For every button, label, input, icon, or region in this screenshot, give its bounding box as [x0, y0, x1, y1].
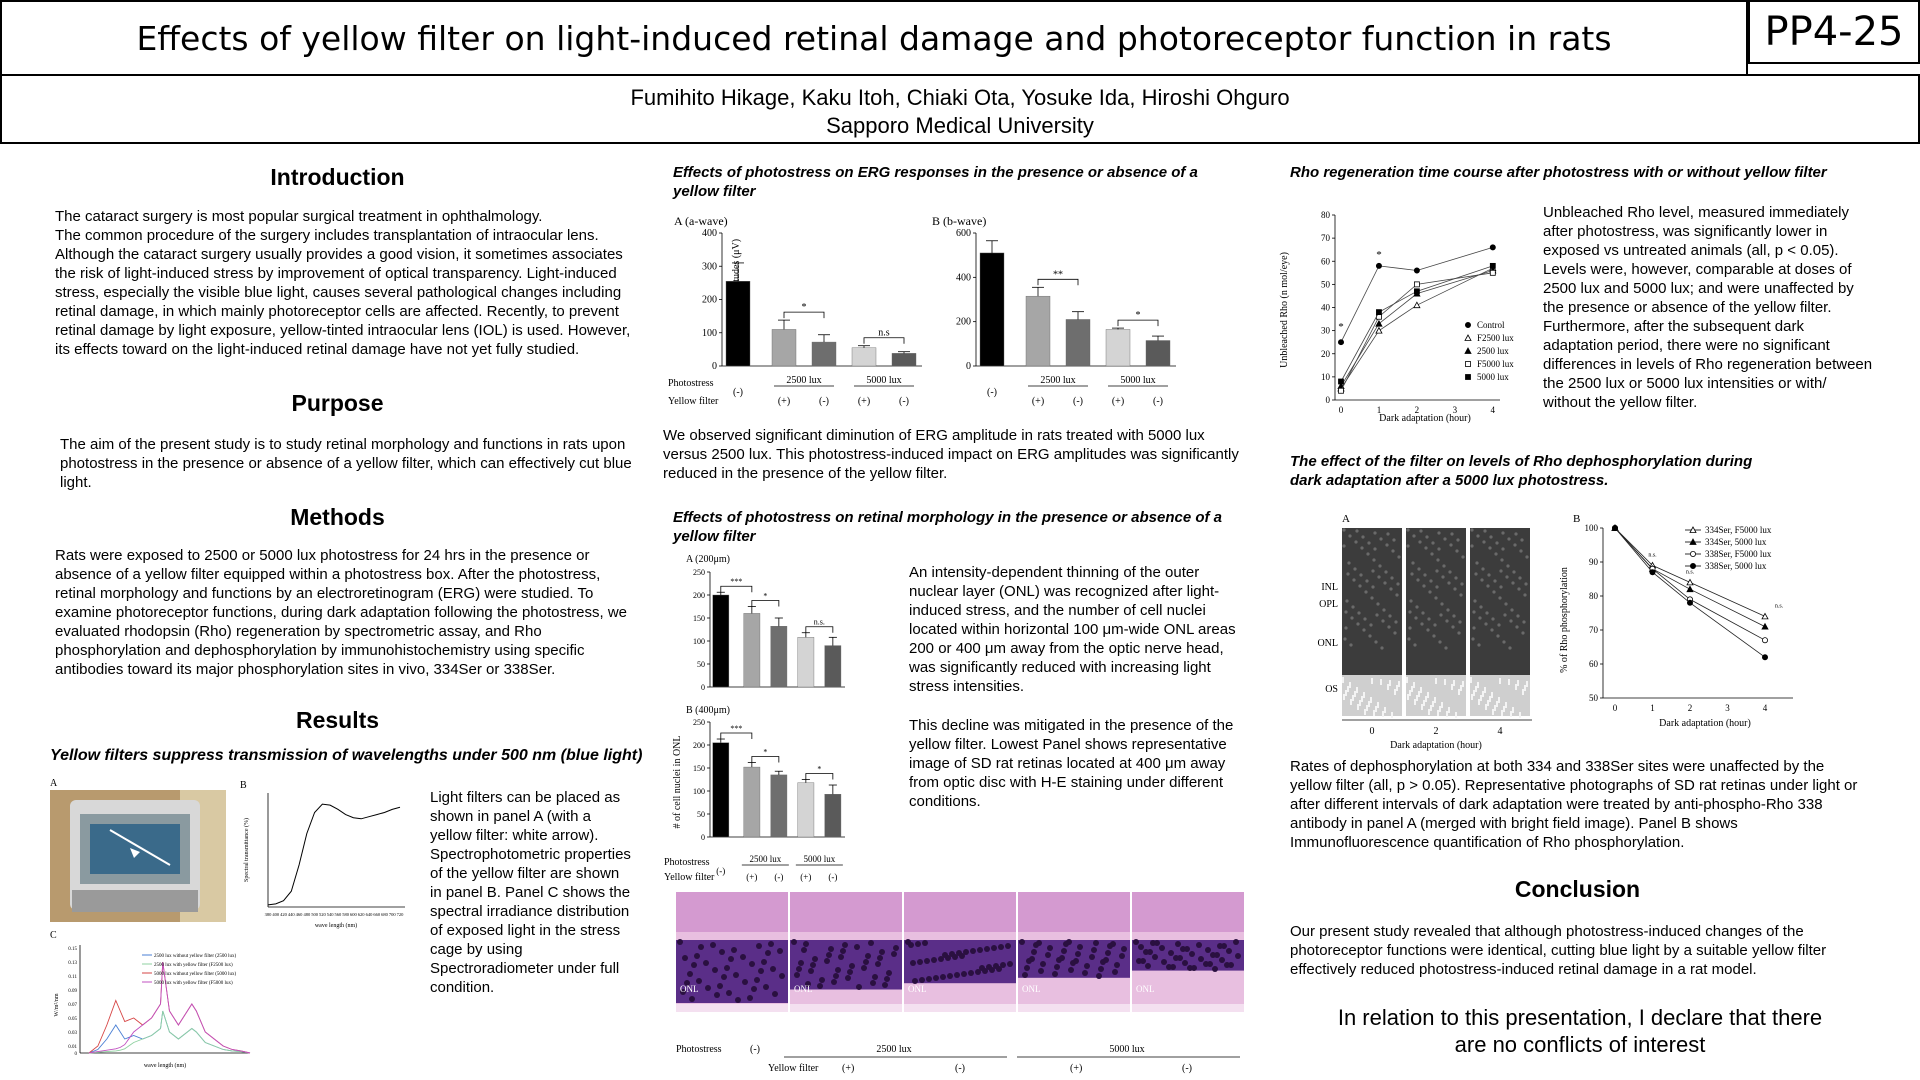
morph-a-bar	[771, 626, 787, 687]
erg-b-significance: **	[1053, 269, 1063, 281]
filter-plus-label: (+)	[1111, 396, 1125, 407]
transmittance-xtick: 420	[280, 912, 287, 917]
morph-b-significance: ***	[730, 724, 743, 734]
morph-b-bar	[771, 775, 787, 837]
filter-minus-label: (-)	[819, 396, 829, 407]
transmittance-xtick: 620	[357, 912, 365, 917]
rho-ytick: 20	[1321, 348, 1330, 359]
rho-data-point	[1376, 263, 1381, 268]
morphology-figure	[660, 550, 900, 885]
ihc-panel-a-label: A	[1342, 513, 1350, 525]
filter-plus-label: (+)	[857, 396, 871, 407]
rho-legend-entry: Control	[1477, 320, 1505, 330]
histology-panel	[676, 892, 788, 1012]
erg-a-significance: *	[801, 302, 807, 314]
erg-panel-a-title: A (a-wave)	[674, 214, 728, 228]
he-histology-images	[676, 892, 1244, 1012]
irradiance-ytick: 0	[74, 1052, 77, 1057]
rho-data-point	[1490, 270, 1495, 275]
erg-a-ytick: 300	[702, 261, 717, 273]
erg-a-ytick: 200	[702, 294, 717, 306]
rho-ytick: 0	[1325, 395, 1330, 405]
morph-a-significance: *	[763, 591, 768, 601]
methods-text: Rats were exposed to 2500 or 5000 lux photostress for 24 hrs in the presence or absence of a yellow filter equipped within a photostress box. After the photostress, retinal morphology and functions by an electroretinogram (ERG) were studied. To examine photoreceptor functions, during dark adaptation following the photostress, we evaluated rhodopsin (Rho) regeneration by spectrometric assay, and Rho phosphorylation and dephosphorylation by immunohistochemistry using specific antibodies toward its major phosphorylation sites in vivo, 334Ser or 338Ser.	[55, 547, 628, 678]
transmittance-xtick: 560	[334, 912, 342, 917]
onl-label: ONL	[680, 984, 699, 994]
dephos-ytick: 50	[1589, 693, 1598, 703]
introduction-text: The cataract surgery is most popular surgical treatment in ophthalmology. The common procedure of the surgery includes transplantation of intraocular lens. Although the cataract surgery usually provides a good vision, it sometimes associates the risk of light-induced stress by improvement of optical transparency. Light-induced stress, especially the visible blue light, causes several pathological changes including retinal damage, in which mainly photoreceptor cells are affected. Recently, to prevent retinal damage by light exposure, yellow-tinted intraocular lens (IOL) is used. However, its effects toward on the light-induced retinal damage have not yet fully studied.	[55, 208, 631, 358]
rho-series-line	[1341, 271, 1493, 387]
irradiance-legend-entry: 5000 lux with yellow filter (F5000 lux)	[154, 981, 233, 986]
ihc-layer-label: OPL	[1319, 599, 1338, 610]
rho-data-point	[1490, 263, 1495, 268]
rho-ylabel: Unbleached Rho (n mol/eye)	[1279, 252, 1290, 368]
filter-panel-c-label: C	[50, 930, 57, 941]
rho-ytick: 40	[1321, 302, 1330, 313]
rho-data-point	[1376, 328, 1382, 334]
dephos-ytick: 90	[1589, 557, 1598, 567]
morph-a-bar	[713, 595, 729, 687]
ihc-time-label: 4	[1497, 726, 1503, 737]
dephos-data-point	[1612, 525, 1617, 530]
rho-data-point	[1414, 268, 1419, 273]
morph-b-significance: *	[817, 764, 822, 774]
morph-filter-label: Yellow filter	[664, 872, 715, 883]
dephos-data-point	[1762, 613, 1768, 619]
morphology-text-1: An intensity-dependent thinning of the outer nuclear layer (ONL) was recognized after light-induced stress, and the number of cell nuclei located within horizontal 100 μm-wide ONL areas 200 or 400 μm away from the optic nerve head, was significantly reduced with increasing light stress intensities.	[909, 564, 1236, 695]
filter-panel-a-label: A	[50, 778, 58, 789]
purpose-text: The aim of the present study is to study retinal morphology and functions in rats upon photostress in the presence or absence of a yellow filter, which can effectively cut blue light.	[60, 436, 632, 491]
dephos-data-point	[1687, 586, 1693, 592]
rho-data-point	[1414, 302, 1420, 308]
rho-ytick: 10	[1321, 371, 1330, 382]
rho-ytick: 30	[1321, 325, 1330, 336]
irradiance-ytick: 0.01	[68, 1045, 77, 1050]
dephos-data-point	[1650, 570, 1655, 575]
erg-a-ytick: 400	[702, 228, 717, 239]
histo-f4: (-)	[1182, 1063, 1192, 1074]
irradiance-ytick: 0.09	[68, 989, 77, 994]
ihc-images	[1302, 510, 1534, 755]
morph-b-ytick: 50	[697, 810, 705, 819]
erg-b-significance: *	[1135, 310, 1141, 322]
morph-a-bar	[825, 646, 841, 687]
rho-legend-marker	[1466, 362, 1471, 367]
stress-box-photo	[50, 790, 226, 922]
conclusion-heading: Conclusion	[1514, 876, 1641, 902]
transmittance-xtick: 480	[303, 912, 311, 917]
morph-b-bar	[713, 743, 729, 837]
morph-a-ytick: 50	[697, 660, 705, 669]
dose-5000-label: 5000 lux	[1120, 375, 1156, 386]
dephos-data-point	[1762, 638, 1767, 643]
morph-b-ytick: 150	[693, 764, 705, 773]
dephos-chart	[1555, 510, 1855, 735]
authors: Fumihito Hikage, Kaku Itoh, Chiaki Ota, Yosuke Ida, Hiroshi Ohguro	[630, 85, 1290, 110]
morph-photostress-label: Photostress	[664, 857, 710, 868]
dose-2500-label: 2500 lux	[786, 375, 822, 386]
dephos-caption: The effect of the filter on levels of Rho dephosphorylation during dark adaptation after a 5000 lux photostress.	[1290, 453, 1753, 489]
filter-minus-label: (-)	[899, 396, 909, 407]
filter-text: Light filters can be placed as shown in panel A (with a yellow filter: white arrow). Spectrophotometric properties of the yellow filter are shown in panel B. Panel C shows the spectral irradiance distribution of exposed light in the stress cage by using Spectroradiometer under full condition.	[430, 789, 631, 996]
erg-a-bar	[812, 342, 836, 366]
rho-text: Unbleached Rho level, measured immediately after photostress, was significantly lower in exposed vs untreated animals (all, p < 0.05). Levels were, however, comparable at doses of 2500 lux and 5000 lux; and were unaffected by the presence or absence of the yellow filter. Furthermore, after the subsequent dark adaptation period, there were no significant differences in levels of Rho regeneration between the 2500 lux or 5000 lux intensities or with/ without the yellow filter.	[1543, 204, 1873, 411]
transmittance-xtick: 680	[381, 912, 388, 917]
affiliation: Sapporo Medical University	[826, 113, 1094, 138]
morph-b-ytick: 200	[693, 741, 705, 750]
erg-panel-b-title: B (b-wave)	[932, 214, 987, 228]
dephos-legend-marker	[1690, 563, 1695, 568]
dephos-ytick: 100	[1584, 523, 1598, 533]
rho-data-point	[1376, 310, 1381, 315]
transmittance-xtick: 720	[396, 912, 404, 917]
conflict-statement: In relation to this presentation, I declare that there are no conflicts of interest	[1337, 1005, 1823, 1057]
dephos-legend-entry: 338Ser, 5000 lux	[1705, 561, 1767, 571]
histo-photostress-label: Photostress	[676, 1044, 722, 1055]
rho-regeneration-chart	[1275, 200, 1545, 430]
erg-caption: Effects of photostress on ERG responses in the presence or absence of a yellow filter	[673, 164, 1198, 200]
transmittance-ylabel: Spectral transmittance (%)	[244, 818, 250, 882]
filter-minus-label: (-)	[1153, 396, 1163, 407]
onl-label: ONL	[908, 984, 927, 994]
rho-xtick: 1	[1376, 405, 1382, 415]
rho-data-point	[1339, 379, 1344, 384]
filter-minus-label: (-)	[828, 872, 838, 882]
dose-2500-label: 2500 lux	[749, 854, 782, 864]
erg-b-bar	[1146, 341, 1170, 366]
morph-a-significance: ***	[730, 577, 743, 587]
conclusion-text: Our present study revealed that although photostress-induced changes of the photoreceptor functions were identical, cutting blue light by a suitable yellow filter effectively reduced photostress-induced retinal damage in a rat model.	[1290, 923, 1827, 978]
filter-plus-label: (+)	[1031, 396, 1045, 407]
rho-legend-marker	[1465, 335, 1471, 341]
dephos-data-point	[1762, 655, 1767, 660]
erg-a-bar	[892, 353, 916, 366]
morphology-text-2: This decline was mitigated in the presence of the yellow filter. Lowest Panel shows representative image of SD rat retinas located at 400 μm away from optic disc with H-E staining under different conditions.	[909, 717, 1234, 810]
erg-b-bar	[980, 253, 1004, 366]
rho-caption: Rho regeneration time course after photostress with or without yellow filter	[1290, 164, 1827, 181]
morph-a-ytick: 100	[693, 637, 705, 646]
histo-2500-label: 2500 lux	[876, 1044, 912, 1055]
irradiance-legend-entry: 2500 lux without yellow filter (2500 lux)	[154, 954, 237, 959]
erg-b-ytick: 400	[956, 272, 971, 284]
erg-a-significance: n.s	[878, 327, 890, 339]
dephos-xtick: 0	[1612, 703, 1618, 713]
rho-xtick: 4	[1490, 405, 1496, 415]
histo-f1: (+)	[842, 1063, 855, 1074]
dephos-ylabel: % of Rho phosphorylation	[1559, 567, 1570, 673]
rho-xtick: 2	[1414, 405, 1420, 415]
erg-figure	[660, 208, 1260, 413]
morph-a-bar	[798, 637, 814, 687]
transmittance-xtick: 580	[342, 912, 350, 917]
dephos-legend-marker	[1690, 551, 1695, 556]
irradiance-legend-entry: 5000 lux without yellow filter (5000 lux)	[154, 972, 237, 977]
dephos-xtick: 3	[1725, 703, 1730, 713]
dephos-xtick: 4	[1762, 703, 1768, 713]
ihc-layer-label: OS	[1325, 684, 1338, 695]
erg-a-bar	[726, 281, 750, 366]
rho-legend-entry: 5000 lux	[1477, 372, 1509, 382]
morph-a-ytick: 150	[693, 614, 705, 623]
erg-photostress-label: Photostress	[668, 378, 714, 389]
transmittance-xtick: 600	[350, 912, 357, 917]
histology-panel	[790, 892, 902, 1012]
irradiance-ytick: 0.03	[68, 1031, 77, 1036]
erg-a-ytick: 0	[712, 361, 717, 372]
dose-none-label: (-)	[733, 387, 743, 398]
transmittance-xtick: 400	[272, 912, 280, 917]
erg-a-ytick: 100	[702, 327, 717, 339]
filter-minus-label: (-)	[1073, 396, 1083, 407]
transmittance-xtick: 540	[326, 912, 334, 917]
transmittance-xtick: 460	[295, 912, 303, 917]
dephos-xlabel: Dark adaptation (hour)	[1659, 718, 1751, 729]
ihc-layer-label: INL	[1321, 582, 1338, 593]
rho-xlabel: Dark adaptation (hour)	[1379, 413, 1471, 424]
morph-b-ytick: 250	[693, 718, 705, 727]
histo-f2: (-)	[955, 1063, 965, 1074]
dephos-ytick: 60	[1589, 659, 1598, 669]
transmittance-xtick: 380	[264, 912, 272, 917]
erg-b-bar	[1026, 296, 1050, 366]
rho-xtick: 0	[1338, 405, 1344, 415]
rho-xtick: 3	[1452, 405, 1458, 415]
morph-panel-a-title: A (200μm)	[686, 554, 730, 565]
dose-none-label: (-)	[987, 387, 997, 398]
histo-none-label: (-)	[750, 1044, 760, 1055]
filter-plus-label: (+)	[746, 872, 758, 882]
irradiance-ytick: 0.11	[68, 975, 77, 980]
erg-filter-label: Yellow filter	[668, 396, 719, 407]
rho-legend-entry: F2500 lux	[1477, 333, 1514, 343]
erg-b-ytick: 200	[956, 316, 971, 328]
erg-text: We observed significant diminution of ERG amplitude in rats treated with 5000 lux versus 2500 lux. This photostress-induced impact on ERG amplitudes was significantly reduced in the presence of the yellow filter.	[663, 427, 1239, 482]
irradiance-legend-entry: 2500 lux with yellow filter (F2500 lux)	[154, 963, 233, 968]
filter-plus-label: (+)	[777, 396, 791, 407]
erg-a-bar	[772, 329, 796, 366]
poster-title: Effects of yellow filter on light-induced retinal damage and photoreceptor function in rats	[0, 0, 1748, 76]
dephos-legend-entry: 334Ser, F5000 lux	[1705, 525, 1772, 535]
morph-a-bar	[744, 613, 760, 687]
rho-legend-marker	[1465, 322, 1470, 327]
histo-5000-label: 5000 lux	[1109, 1044, 1145, 1055]
morph-b-bar	[825, 794, 841, 837]
histology-panel	[1018, 892, 1130, 1012]
irradiance-ylabel: W/m²/nm	[54, 993, 60, 1017]
dephos-text: Rates of dephosphorylation at both 334 and 338Ser sites were unaffected by the yellow filter (all, p > 0.05). Representative photographs of SD rat retinas under light or after different intervals of dark adaptation were treated by anti-phospho-Rho 338 antibody in panel A (merged with bright field image). Panel B shows Immunofluorescence quantification of Rho phosphorylation.	[1290, 758, 1858, 851]
dephos-xtick: 2	[1687, 703, 1693, 713]
histo-filter-label: Yellow filter	[768, 1063, 819, 1074]
introduction-heading: Introduction	[270, 164, 405, 190]
irradiance-ytick: 0.15	[68, 947, 77, 952]
morph-b-significance: *	[763, 747, 768, 757]
rho-legend-entry: F5000 lux	[1477, 359, 1514, 369]
dose-5000-label: 5000 lux	[866, 375, 902, 386]
irradiance-ytick: 0.13	[68, 961, 77, 966]
transmittance-xlabel: wave length (nm)	[314, 923, 358, 929]
rho-legend-marker	[1466, 375, 1471, 380]
rho-legend-marker	[1465, 348, 1471, 354]
dephos-ytick: 80	[1589, 591, 1598, 601]
transmittance-xtick: 700	[388, 912, 396, 917]
dephos-legend-entry: 338Ser, F5000 lux	[1705, 549, 1772, 559]
morph-ylabel: # of cell nuclei in ONL	[672, 735, 683, 829]
filter-minus-label: (-)	[774, 872, 784, 882]
morph-a-ytick: 200	[693, 591, 705, 600]
dephos-xtick: 1	[1650, 703, 1655, 713]
transmittance-xtick: 440	[287, 912, 295, 917]
filter-plus-label: (+)	[800, 872, 812, 882]
erg-b-bar	[1066, 319, 1090, 366]
rho-ytick: 80	[1321, 210, 1330, 220]
erg-b-ytick: 0	[966, 361, 971, 372]
dephos-significance: n.s.	[1648, 552, 1657, 559]
purpose-heading: Purpose	[291, 390, 384, 416]
onl-label: ONL	[1136, 984, 1155, 994]
rho-data-point	[1490, 245, 1495, 250]
morph-panel-b-title: B (400μm)	[686, 705, 730, 716]
dose-2500-label: 2500 lux	[1040, 375, 1076, 386]
morph-b-bar	[798, 783, 814, 837]
histo-f3: (+)	[1070, 1063, 1083, 1074]
author-block	[0, 74, 1920, 144]
filter-panel-b-label: B	[240, 780, 247, 791]
ihc-time-label: 2	[1433, 726, 1439, 737]
morph-b-bar	[744, 767, 760, 837]
morph-a-significance: n.s.	[813, 617, 825, 627]
rho-ytick: 50	[1321, 279, 1330, 290]
results-heading: Results	[295, 707, 380, 733]
methods-heading: Methods	[290, 504, 385, 530]
dephos-panel-b-label: B	[1573, 513, 1581, 525]
irradiance-ytick: 0.05	[68, 1017, 77, 1022]
ihc-time-label: 0	[1369, 726, 1375, 737]
morphology-caption: Effects of photostress on retinal morphology in the presence or absence of a yellow filter	[673, 509, 1223, 545]
morph-a-ytick: 0	[701, 683, 705, 692]
transmittance-line	[268, 804, 400, 905]
morph-b-ytick: 100	[693, 787, 705, 796]
transmittance-xtick: 520	[318, 912, 326, 917]
dose-5000-label: 5000 lux	[803, 854, 836, 864]
dephos-legend-entry: 334Ser, 5000 lux	[1705, 537, 1767, 547]
dephos-data-point	[1687, 600, 1692, 605]
dephos-series-line	[1615, 528, 1765, 657]
rho-significance: *	[1338, 321, 1344, 334]
histology-axis	[672, 1040, 1272, 1080]
erg-a-bar	[852, 348, 876, 366]
rho-data-point	[1339, 388, 1344, 393]
onl-label: ONL	[1022, 984, 1041, 994]
onl-label: ONL	[794, 984, 813, 994]
irradiance-xlabel: wave length (nm)	[143, 1063, 187, 1069]
rho-data-point	[1414, 289, 1419, 294]
transmittance-xtick: 640	[365, 912, 373, 917]
ihc-xlabel: Dark adaptation (hour)	[1390, 740, 1482, 751]
irradiance-ytick: 0.07	[68, 1003, 77, 1008]
dephos-data-point	[1687, 579, 1693, 585]
histology-panel	[904, 892, 1016, 1012]
morph-b-ytick: 0	[701, 833, 705, 842]
rho-data-point	[1414, 282, 1419, 287]
ihc-panel	[1406, 528, 1466, 718]
ihc-panel	[1470, 528, 1530, 718]
rho-legend-entry: 2500 lux	[1477, 346, 1509, 356]
morph-a-ytick: 250	[693, 568, 705, 577]
transmittance-chart	[240, 785, 410, 930]
rho-ytick: 70	[1321, 233, 1330, 244]
transmittance-xtick: 500	[311, 912, 318, 917]
irradiance-chart	[50, 935, 280, 1070]
ihc-layer-label: ONL	[1317, 638, 1338, 649]
erg-b-bar	[1106, 329, 1130, 366]
erg-b-ytick: 600	[956, 228, 971, 239]
filter-caption: Yellow filters suppress transmission of wavelengths under 500 nm (blue light)	[50, 747, 643, 764]
histology-panel	[1132, 892, 1244, 1012]
poster-id: PP4-25	[1748, 0, 1920, 64]
dephos-ytick: 70	[1589, 625, 1598, 635]
dephos-significance: n.s.	[1774, 603, 1784, 610]
dephos-data-point	[1762, 624, 1768, 630]
transmittance-xtick: 660	[373, 912, 381, 917]
ihc-panel	[1342, 528, 1402, 718]
dephos-significance: n.s.	[1685, 569, 1695, 576]
rho-data-point	[1338, 340, 1343, 345]
dose-none-label: (-)	[716, 866, 726, 876]
rho-significance: *	[1376, 248, 1382, 261]
rho-ytick: 60	[1321, 256, 1330, 267]
